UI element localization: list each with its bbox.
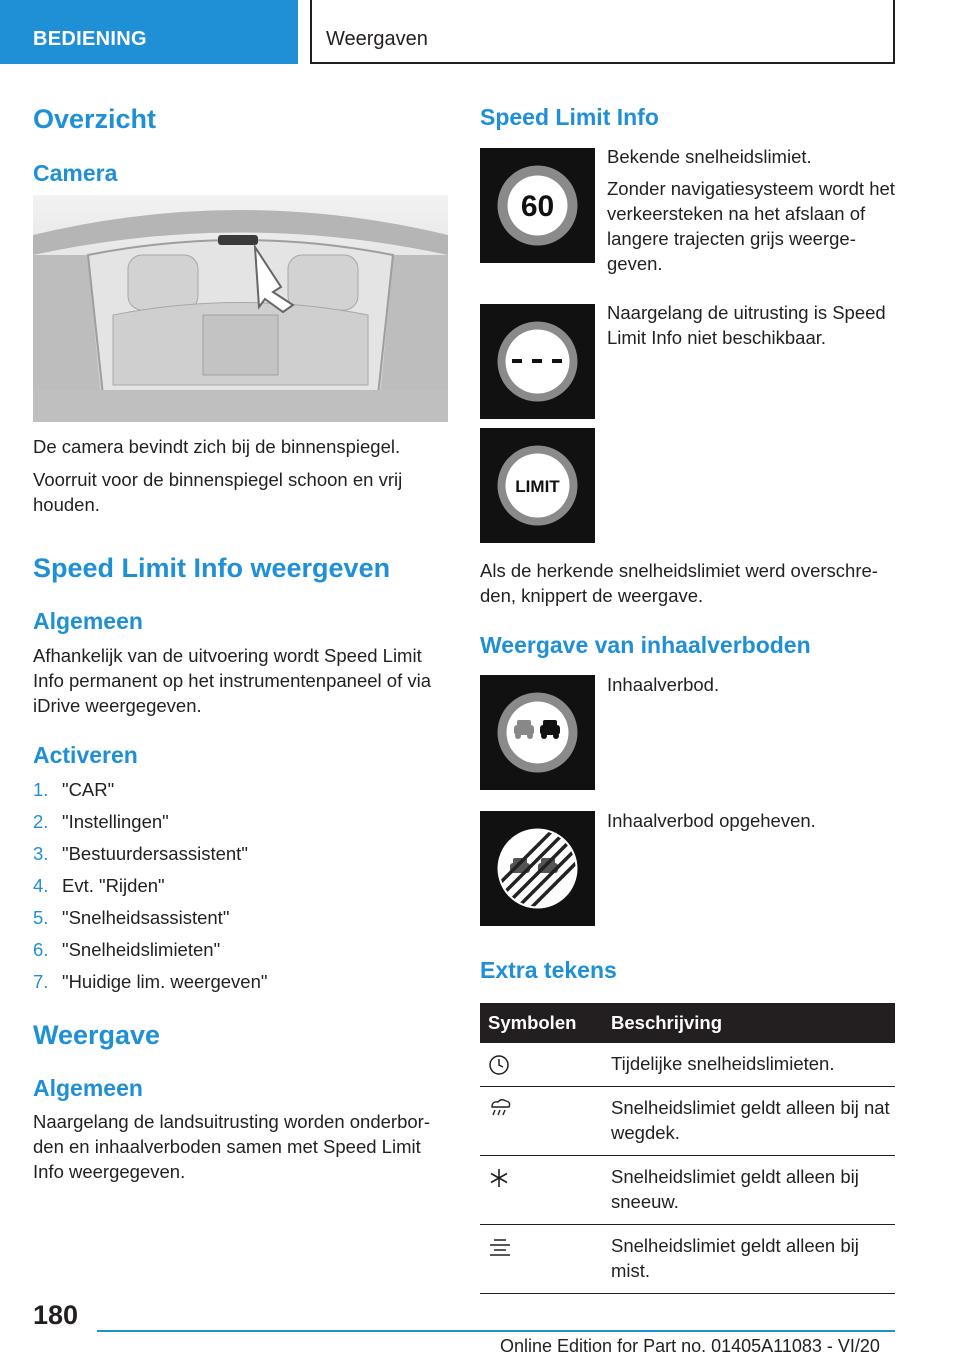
step-text: Evt. "Rijden" bbox=[62, 875, 165, 896]
page-number: 180 bbox=[33, 1300, 79, 1330]
step-number: 6. bbox=[33, 939, 49, 960]
table-row bbox=[480, 1087, 895, 1156]
step-text: "Huidige lim. weergeven" bbox=[62, 971, 268, 992]
sign1-text-2: Zonder navigatiesysteem wordt het verkeersteken na het afslaan of langere trajecten grijs weergegeven. bbox=[607, 178, 895, 274]
table-cell-desc: Snelheidslimiet geldt alleen bij sneeuw. bbox=[611, 1156, 895, 1225]
table-cell-desc: Snelheidslimiet geldt alleen bij nat wegdek. bbox=[611, 1087, 895, 1156]
table-row bbox=[480, 1156, 895, 1225]
camera-text-1: De camera bevindt zich bij de binnenspiegel. bbox=[33, 436, 401, 457]
table-cell-desc: Tijdelijke snelheidslimieten. bbox=[611, 1043, 895, 1087]
step-text: "Snelheidslimieten" bbox=[62, 939, 221, 960]
step-number: 3. bbox=[33, 843, 49, 864]
list-item bbox=[33, 838, 443, 870]
rain-icon bbox=[488, 1098, 611, 1120]
step-number: 7. bbox=[33, 971, 49, 992]
step-number: 5. bbox=[33, 907, 49, 928]
speed-sign-60-text: 60 bbox=[520, 190, 555, 223]
list-item bbox=[33, 902, 443, 934]
camera-location-image bbox=[33, 195, 448, 422]
header-chapter-tab: Weergaven bbox=[310, 0, 895, 64]
activation-steps bbox=[33, 774, 443, 998]
footer-divider bbox=[97, 1330, 895, 1332]
algemeen2-heading: Algemeen bbox=[33, 1075, 143, 1101]
header-section-tab: BEDIENING bbox=[0, 0, 298, 64]
no-overtaking-end-sign-image bbox=[480, 811, 595, 926]
sign1-text-1: Bekende snelheidslimiet. bbox=[607, 146, 812, 167]
step-text: "Snelheidsassistent" bbox=[62, 907, 230, 928]
inhaal-end-text: Inhaalverbod opgeheven. bbox=[607, 810, 816, 831]
footer-edition: Online Edition for Part no. 01405A11083 - VI/20 bbox=[500, 1336, 880, 1356]
camera-text-2: Voorruit voor de binnenspiegel schoon en vrij houden. bbox=[33, 469, 403, 515]
no-overtaking-sign-image bbox=[480, 675, 595, 790]
activeren-heading: Activeren bbox=[33, 742, 138, 768]
speed-sign-60-image bbox=[480, 148, 595, 263]
speed-sign-unknown-image bbox=[480, 304, 595, 419]
extra-signs-table bbox=[480, 1003, 895, 1294]
fog-icon bbox=[488, 1236, 611, 1258]
table-cell-desc: Snelheidslimiet geldt alleen bij mist. bbox=[611, 1225, 895, 1294]
step-text: "CAR" bbox=[62, 779, 115, 800]
list-item bbox=[33, 870, 443, 902]
overzicht-heading: Overzicht bbox=[33, 104, 157, 134]
step-text: "Instellingen" bbox=[62, 811, 169, 832]
col-symbol-header: Symbolen bbox=[480, 1003, 611, 1043]
weergave-heading: Weergave bbox=[33, 1020, 161, 1050]
algemeen-heading: Algemeen bbox=[33, 608, 143, 634]
algemeen-text: Afhankelijk van de uitvoering wordt Speed Limit Info permanent op het instrumentenpaneel of via iDrive weergegeven. bbox=[33, 645, 432, 716]
inhaal-text: Inhaalverbod. bbox=[607, 674, 720, 695]
speed-sign-limit-image bbox=[480, 428, 595, 543]
col-desc-header: Beschrijving bbox=[611, 1003, 895, 1043]
list-item bbox=[33, 806, 443, 838]
algemeen2-text: Naargelang de landsuitrusting worden onderborden en inhaalverboden samen met Speed Limit Info weergegeven. bbox=[33, 1111, 430, 1182]
exceed-text: Als de herkende snelheidslimiet werd overschreden, knippert de weergave. bbox=[480, 560, 878, 606]
inhaal-heading: Weergave van inhaalverboden bbox=[480, 632, 811, 658]
step-number: 2. bbox=[33, 811, 49, 832]
list-item bbox=[33, 934, 443, 966]
list-item bbox=[33, 966, 443, 998]
table-row bbox=[480, 1043, 895, 1087]
step-number: 4. bbox=[33, 875, 49, 896]
list-item bbox=[33, 774, 443, 806]
sli-display-heading: Speed Limit Info weergeven bbox=[33, 553, 391, 583]
sli-heading: Speed Limit Info bbox=[480, 104, 659, 130]
step-text: "Bestuurdersassistent" bbox=[62, 843, 248, 864]
step-number: 1. bbox=[33, 779, 49, 800]
clock-icon bbox=[488, 1054, 611, 1076]
speed-sign-limit-text: LIMIT bbox=[515, 477, 560, 496]
table-row bbox=[480, 1225, 895, 1294]
snowflake-icon bbox=[488, 1167, 611, 1189]
camera-heading: Camera bbox=[33, 160, 118, 186]
extra-heading: Extra tekens bbox=[480, 957, 617, 983]
sign2-text: Naargelang de uitrusting is Speed Limit Info niet beschikbaar. bbox=[607, 302, 886, 348]
